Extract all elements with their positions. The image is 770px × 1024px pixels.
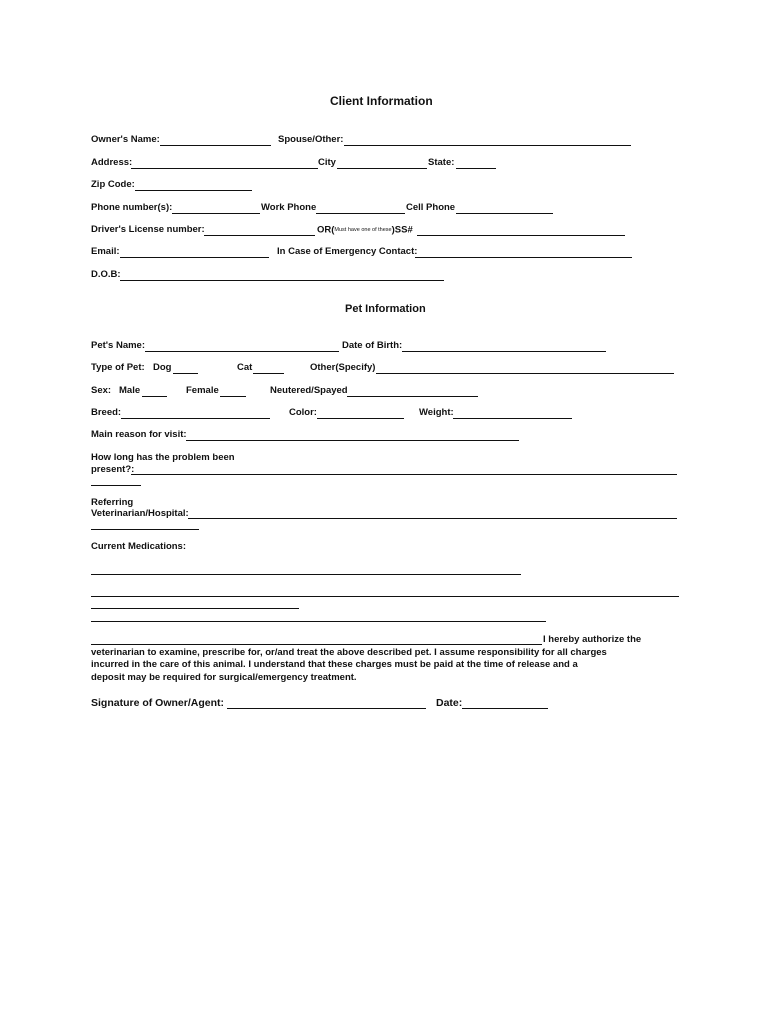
- work-phone-field[interactable]: [316, 213, 405, 214]
- work-phone-label: Work Phone: [261, 202, 317, 213]
- phone-label: Phone number(s):: [91, 202, 173, 213]
- owner-name-label: Owner's Name:: [91, 134, 160, 145]
- authorization-line3: incurred in the care of this animal. I understand that these charges must be paid at the time of release and a: [91, 659, 578, 670]
- color-field[interactable]: [317, 418, 404, 419]
- address-field[interactable]: [131, 168, 318, 169]
- medications-field-line4[interactable]: [91, 621, 546, 622]
- date-field[interactable]: [462, 708, 548, 709]
- authorization-line4: deposit may be required for surgical/emergency treatment.: [91, 672, 357, 683]
- referring-field-continued[interactable]: [91, 529, 199, 530]
- spouse-label: Spouse/Other:: [278, 134, 344, 145]
- male-option-label: Male: [119, 385, 141, 396]
- medications-field-line3[interactable]: [91, 608, 299, 609]
- sex-label: Sex:: [91, 385, 112, 396]
- cat-option-label: Cat: [237, 362, 253, 373]
- zip-code-field[interactable]: [135, 190, 252, 191]
- medications-field-line2[interactable]: [91, 596, 679, 597]
- pet-name-label: Pet's Name:: [91, 340, 146, 351]
- dob-label: D.O.B:: [91, 269, 121, 280]
- address-label: Address:: [91, 157, 133, 168]
- main-reason-label: Main reason for visit:: [91, 429, 187, 440]
- state-label: State:: [428, 157, 455, 168]
- pet-information-heading: Pet Information: [345, 303, 426, 315]
- city-field[interactable]: [337, 168, 427, 169]
- email-label: Email:: [91, 246, 120, 257]
- color-label: Color:: [289, 407, 317, 418]
- emergency-contact-field[interactable]: [415, 257, 632, 258]
- weight-label: Weight:: [419, 407, 454, 418]
- zip-code-label: Zip Code:: [91, 179, 135, 190]
- other-option-label: Other(Specify): [310, 362, 376, 373]
- medications-label: Current Medications:: [91, 541, 187, 552]
- pet-name-field[interactable]: [145, 351, 339, 352]
- dob-field[interactable]: [120, 280, 444, 281]
- state-field[interactable]: [456, 168, 496, 169]
- neutered-spayed-label: Neutered/Spayed: [270, 385, 348, 396]
- neutered-spayed-field[interactable]: [347, 396, 478, 397]
- authorizing-owner-field[interactable]: [91, 644, 542, 645]
- pet-type-label: Type of Pet:: [91, 362, 145, 373]
- duration-label-line2: present?:: [91, 464, 135, 475]
- other-option-field[interactable]: [376, 373, 674, 374]
- or-note: Must have one of these: [334, 227, 392, 233]
- phone-field[interactable]: [172, 213, 260, 214]
- dog-option-label: Dog: [153, 362, 172, 373]
- client-information-heading: Client Information: [330, 94, 433, 108]
- cell-phone-label: Cell Phone: [406, 202, 456, 213]
- female-option-field[interactable]: [220, 396, 246, 397]
- referring-label-line1: Referring: [91, 497, 134, 508]
- breed-label: Breed:: [91, 407, 122, 418]
- pet-dob-field[interactable]: [402, 351, 606, 352]
- owner-name-field[interactable]: [160, 145, 271, 146]
- spouse-field[interactable]: [344, 145, 631, 146]
- ss-number-field[interactable]: [417, 235, 625, 236]
- dog-option-field[interactable]: [173, 373, 198, 374]
- signature-field[interactable]: [227, 708, 426, 709]
- duration-field-continued[interactable]: [91, 485, 141, 486]
- main-reason-field[interactable]: [186, 440, 519, 441]
- signature-label: Signature of Owner/Agent:: [91, 697, 225, 709]
- male-option-field[interactable]: [142, 396, 167, 397]
- date-label: Date:: [436, 697, 463, 709]
- city-label: City: [318, 157, 336, 168]
- authorization-line1: I hereby authorize the: [543, 634, 642, 645]
- duration-label-line1: How long has the problem been: [91, 452, 235, 463]
- cat-option-field[interactable]: [253, 373, 284, 374]
- breed-field[interactable]: [121, 418, 270, 419]
- or-label: OR(Must have one of these)SS#: [317, 224, 413, 236]
- authorization-line2: veterinarian to examine, prescribe for, or/and treat the above described pet. I assume responsibility for all charges: [91, 647, 607, 658]
- female-option-label: Female: [186, 385, 219, 396]
- drivers-license-label: Driver's License number:: [91, 224, 205, 235]
- duration-field[interactable]: [131, 474, 677, 475]
- cell-phone-field[interactable]: [456, 213, 553, 214]
- referring-field[interactable]: [188, 518, 677, 519]
- referring-label-line2: Veterinarian/Hospital:: [91, 508, 189, 519]
- medications-field-line1[interactable]: [91, 574, 521, 575]
- drivers-license-field[interactable]: [204, 235, 315, 236]
- weight-field[interactable]: [453, 418, 572, 419]
- email-field[interactable]: [120, 257, 269, 258]
- emergency-contact-label: In Case of Emergency Contact:: [277, 246, 418, 257]
- pet-dob-label: Date of Birth:: [342, 340, 403, 351]
